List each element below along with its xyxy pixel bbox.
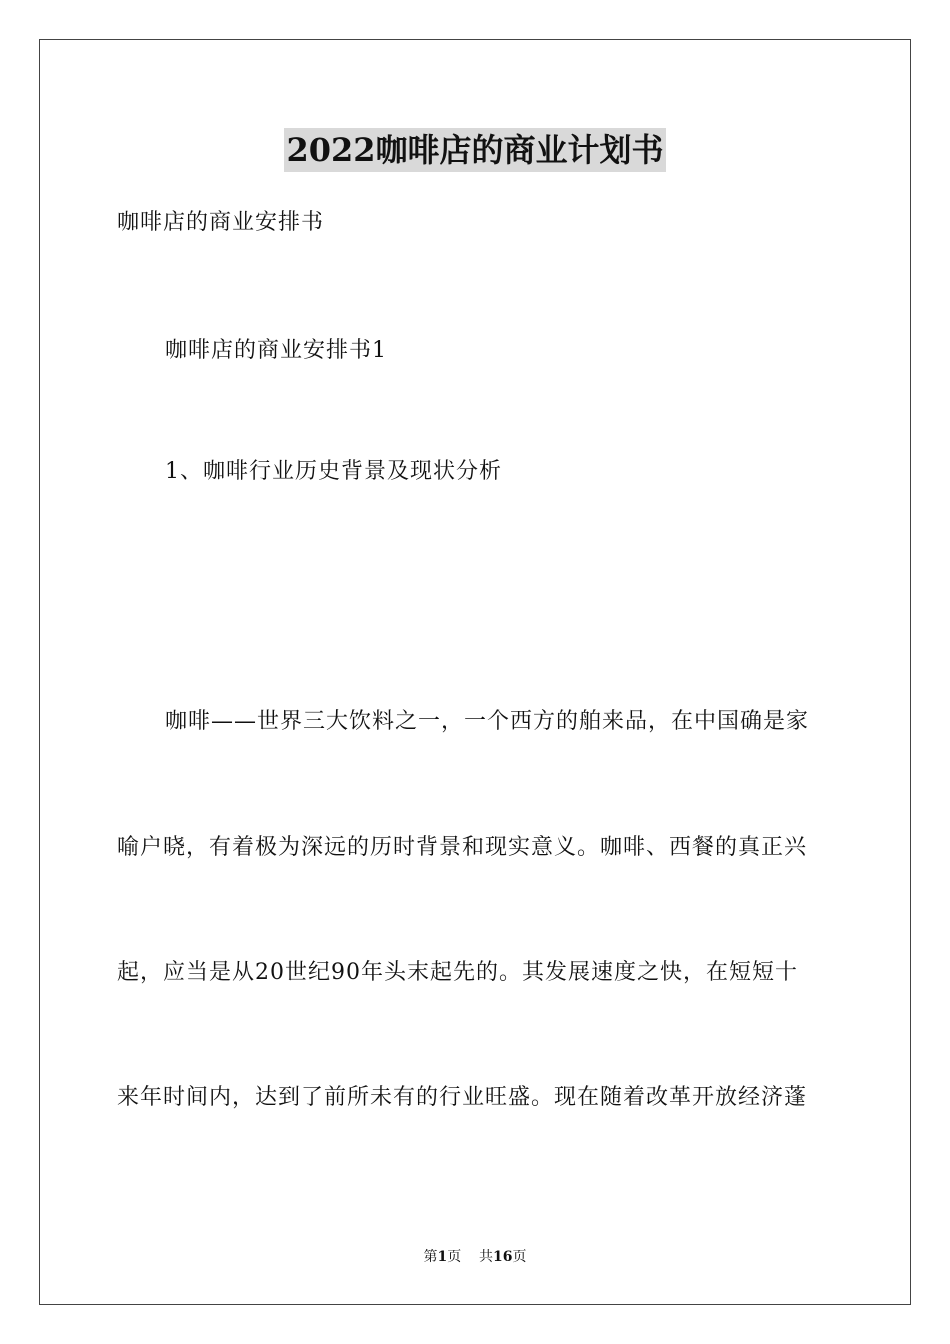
footer-page-total: 16 bbox=[493, 1249, 513, 1265]
body-line-1: 咖啡——世界三大饮料之一，一个西方的舶来品，在中国确是家 bbox=[165, 709, 810, 734]
footer-total-suffix: 页 bbox=[512, 1249, 527, 1265]
document-title: 2022咖啡店的商业计划书 bbox=[284, 128, 665, 172]
body-line-3: 起，应当是从20世纪90年头末起先的。其发展速度之快，在短短十 bbox=[117, 960, 798, 985]
footer-page-suffix: 页 bbox=[447, 1249, 462, 1265]
section-heading: 咖啡店的商业安排书1 bbox=[165, 338, 387, 363]
body-line-4: 来年时间内，达到了前所未有的行业旺盛。现在随着改革开放经济蓬 bbox=[117, 1085, 808, 1110]
subsection-heading: 1、咖啡行业历史背景及现状分析 bbox=[165, 459, 502, 484]
footer-page-current: 1 bbox=[437, 1249, 448, 1265]
body-line-2: 喻户晓，有着极为深远的历时背景和现实意义。咖啡、西餐的真正兴 bbox=[117, 835, 808, 860]
footer-page-prefix: 第 bbox=[423, 1249, 438, 1265]
page-footer bbox=[0, 1247, 950, 1267]
title-container bbox=[0, 128, 950, 172]
document-subtitle: 咖啡店的商业安排书 bbox=[117, 210, 325, 235]
footer-total-prefix: 共 bbox=[479, 1249, 494, 1265]
